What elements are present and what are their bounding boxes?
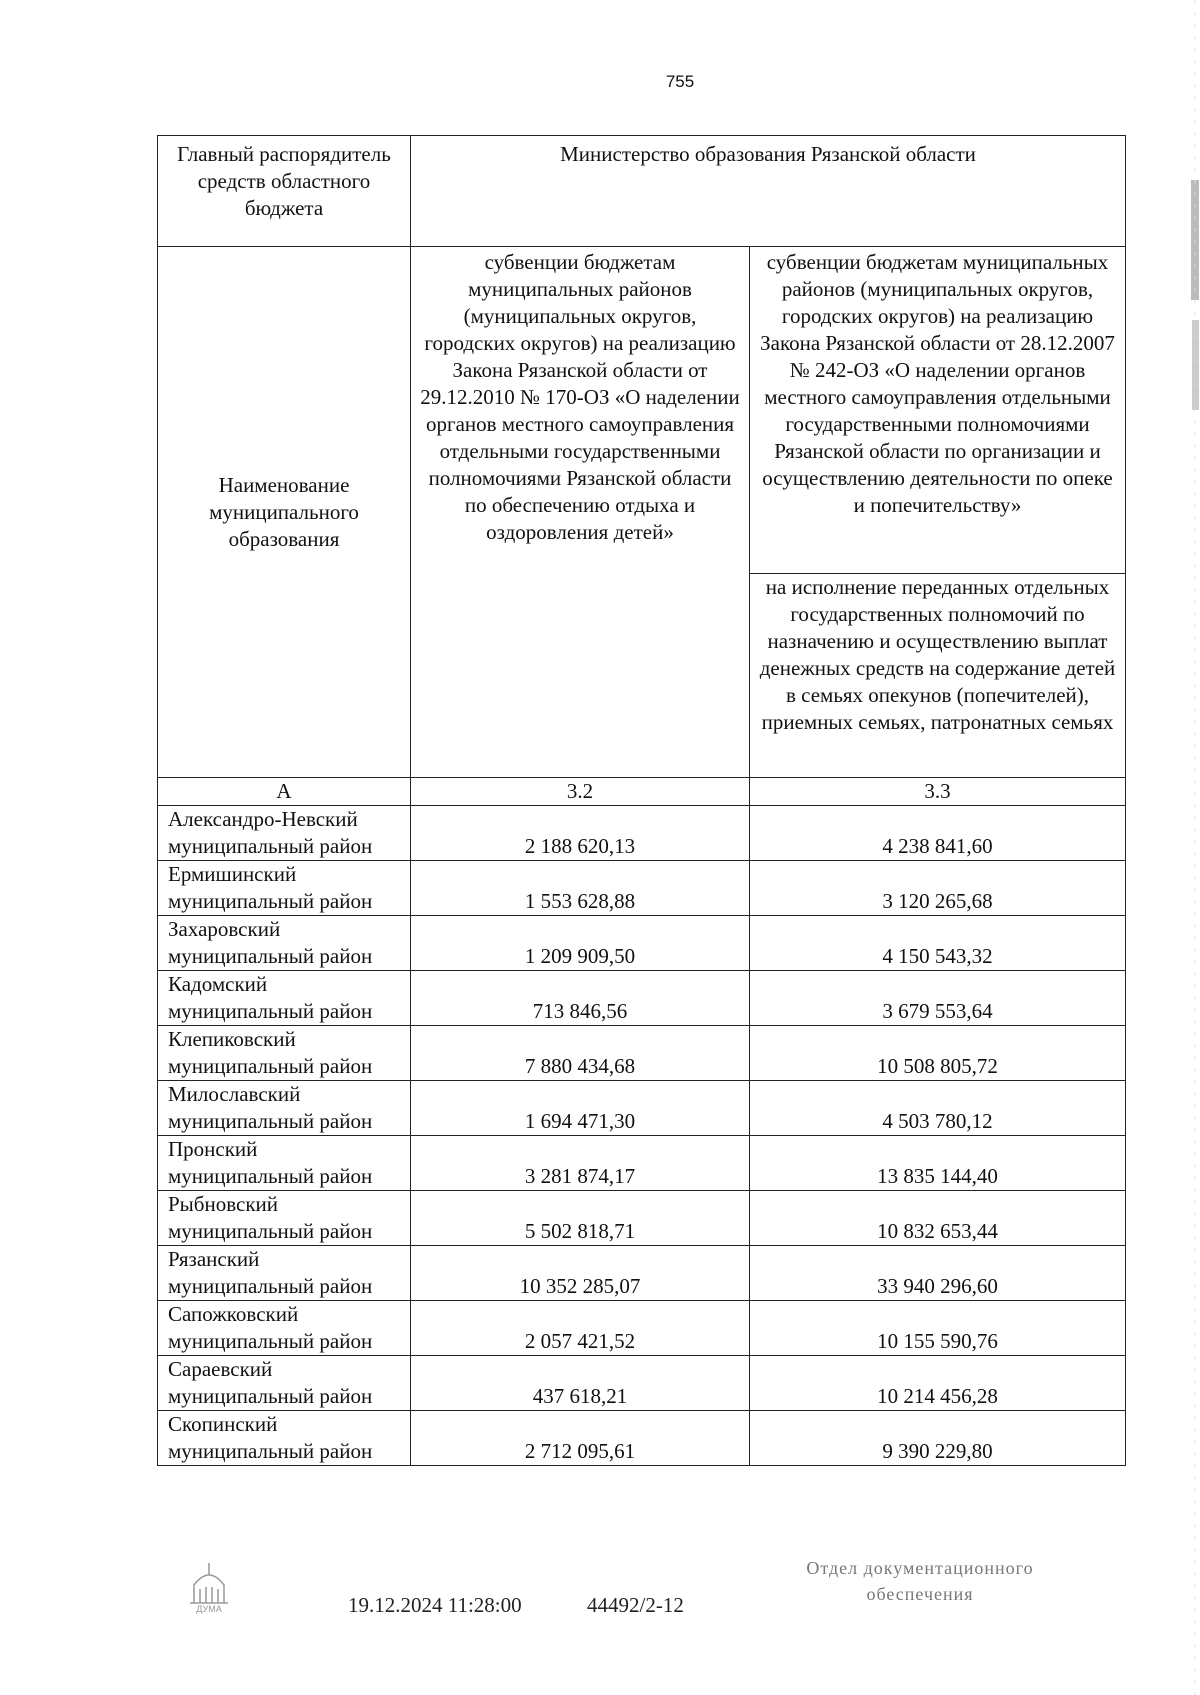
district-name	[158, 1411, 411, 1466]
table-row	[158, 1026, 1126, 1081]
value-3-2: 5 502 818,71	[411, 1191, 750, 1246]
table-row	[158, 806, 1126, 861]
district-name-line-2: муниципальный район	[168, 944, 373, 968]
value-3-2: 1 553 628,88	[411, 861, 750, 916]
value-3-3: 10 832 653,44	[750, 1191, 1126, 1246]
table-row	[158, 1136, 1126, 1191]
district-name-line-2: муниципальный район	[168, 1384, 373, 1408]
value-3-3: 3 679 553,64	[750, 971, 1126, 1026]
header-row-distributor	[158, 136, 1126, 247]
logo-text: ДУМА	[196, 1604, 222, 1614]
column-3-2-description: субвенции бюджетам муниципальных районов (муниципальных округов, городских округов) на реализацию Закона Рязанской области от 29.12.2010 № 170-ОЗ «О наделении органов местного самоуправления отдельными государственными полномочиями Рязанской области по обеспечению отдыха и оздоровления детей»	[411, 247, 750, 778]
value-3-3: 13 835 144,40	[750, 1136, 1126, 1191]
district-name	[158, 806, 411, 861]
district-name-line-1: Рыбновский	[168, 1192, 279, 1216]
table-row	[158, 1301, 1126, 1356]
duma-logo-icon	[180, 1555, 238, 1615]
table-row	[158, 916, 1126, 971]
name-column-header: Наименование муниципального образования	[158, 247, 411, 778]
district-name-line-1: Сапожковский	[168, 1302, 299, 1326]
district-name-line-1: Сараевский	[168, 1357, 273, 1381]
department-stamp	[760, 1555, 1080, 1607]
value-3-3: 10 214 456,28	[750, 1356, 1126, 1411]
value-3-2: 437 618,21	[411, 1356, 750, 1411]
value-3-2: 2 712 095,61	[411, 1411, 750, 1466]
district-name-line-2: муниципальный район	[168, 999, 373, 1023]
district-name-line-1: Захаровский	[168, 917, 281, 941]
document-datetime: 19.12.2024 11:28:00	[348, 1593, 522, 1617]
code-3-3: 3.3	[750, 778, 1126, 806]
district-name-line-1: Пронский	[168, 1137, 258, 1161]
department-line-2: обеспечения	[866, 1584, 974, 1604]
header-row-descriptions	[158, 247, 1126, 574]
code-3-2: 3.2	[411, 778, 750, 806]
budget-table	[157, 135, 1126, 1466]
value-3-2: 7 880 434,68	[411, 1026, 750, 1081]
district-name	[158, 1026, 411, 1081]
value-3-2: 10 352 285,07	[411, 1246, 750, 1301]
district-name	[158, 1301, 411, 1356]
value-3-3: 9 390 229,80	[750, 1411, 1126, 1466]
value-3-2: 2 188 620,13	[411, 806, 750, 861]
district-name	[158, 1136, 411, 1191]
district-name-line-2: муниципальный район	[168, 1109, 373, 1133]
department-line-1: Отдел документационного	[806, 1558, 1034, 1578]
district-name-line-2: муниципальный район	[168, 1274, 373, 1298]
district-name-line-2: муниципальный район	[168, 1329, 373, 1353]
district-name-line-1: Кадомский	[168, 972, 268, 996]
code-row	[158, 778, 1126, 806]
scan-edge-marks	[1186, 0, 1200, 1695]
district-name	[158, 1191, 411, 1246]
table-row	[158, 1246, 1126, 1301]
district-name-line-2: муниципальный район	[168, 889, 373, 913]
document-number: 44492/2-12	[587, 1593, 684, 1617]
value-3-3: 4 503 780,12	[750, 1081, 1126, 1136]
table-row	[158, 1411, 1126, 1466]
district-name-line-2: муниципальный район	[168, 834, 373, 858]
value-3-3: 10 155 590,76	[750, 1301, 1126, 1356]
district-name	[158, 1081, 411, 1136]
value-3-2: 2 057 421,52	[411, 1301, 750, 1356]
value-3-3: 4 150 543,32	[750, 916, 1126, 971]
district-name-line-2: муниципальный район	[168, 1054, 373, 1078]
value-3-2: 713 846,56	[411, 971, 750, 1026]
value-3-3: 10 508 805,72	[750, 1026, 1126, 1081]
code-a: А	[158, 778, 411, 806]
ministry-name: Министерство образования Рязанской области	[411, 136, 1126, 247]
district-name	[158, 1356, 411, 1411]
table-row	[158, 861, 1126, 916]
table-row	[158, 1191, 1126, 1246]
district-name-line-1: Александро-Невский	[168, 807, 358, 831]
value-3-3: 3 120 265,68	[750, 861, 1126, 916]
value-3-2: 1 209 909,50	[411, 916, 750, 971]
district-name-line-2: муниципальный район	[168, 1164, 373, 1188]
district-name-line-2: муниципальный район	[168, 1219, 373, 1243]
district-name	[158, 861, 411, 916]
table-row	[158, 1356, 1126, 1411]
district-name	[158, 916, 411, 971]
value-3-2: 3 281 874,17	[411, 1136, 750, 1191]
column-3-3-description: субвенции бюджетам муниципальных районов (муниципальных округов, городских округов) на реализацию Закона Рязанской области от 28.12.2007 № 242-ОЗ «О наделении органов местного самоуправления отдельными государственными полномочиями Рязанской области по организации и осуществлению деятельности по опеке и попечительству»	[750, 247, 1126, 574]
district-name-line-1: Рязанский	[168, 1247, 260, 1271]
table-row	[158, 1081, 1126, 1136]
column-3-3-subdescription: на исполнение переданных отдельных государственных полномочий по назначению и осуществлению выплат денежных средств на содержание детей в семьях опекунов (попечителей), приемных семьях, патронатных семьях	[750, 574, 1126, 778]
district-name-line-1: Скопинский	[168, 1412, 278, 1436]
district-name-line-1: Ермишинский	[168, 862, 297, 886]
district-name-line-1: Милославский	[168, 1082, 301, 1106]
district-name-line-1: Клепиковский	[168, 1027, 296, 1051]
page-number: 755	[665, 72, 695, 91]
district-name	[158, 1246, 411, 1301]
district-name-line-2: муниципальный район	[168, 1439, 373, 1463]
distributor-label: Главный распорядитель средств областного бюджета	[158, 136, 411, 247]
value-3-3: 33 940 296,60	[750, 1246, 1126, 1301]
district-name	[158, 971, 411, 1026]
value-3-3: 4 238 841,60	[750, 806, 1126, 861]
value-3-2: 1 694 471,30	[411, 1081, 750, 1136]
table-row	[158, 971, 1126, 1026]
